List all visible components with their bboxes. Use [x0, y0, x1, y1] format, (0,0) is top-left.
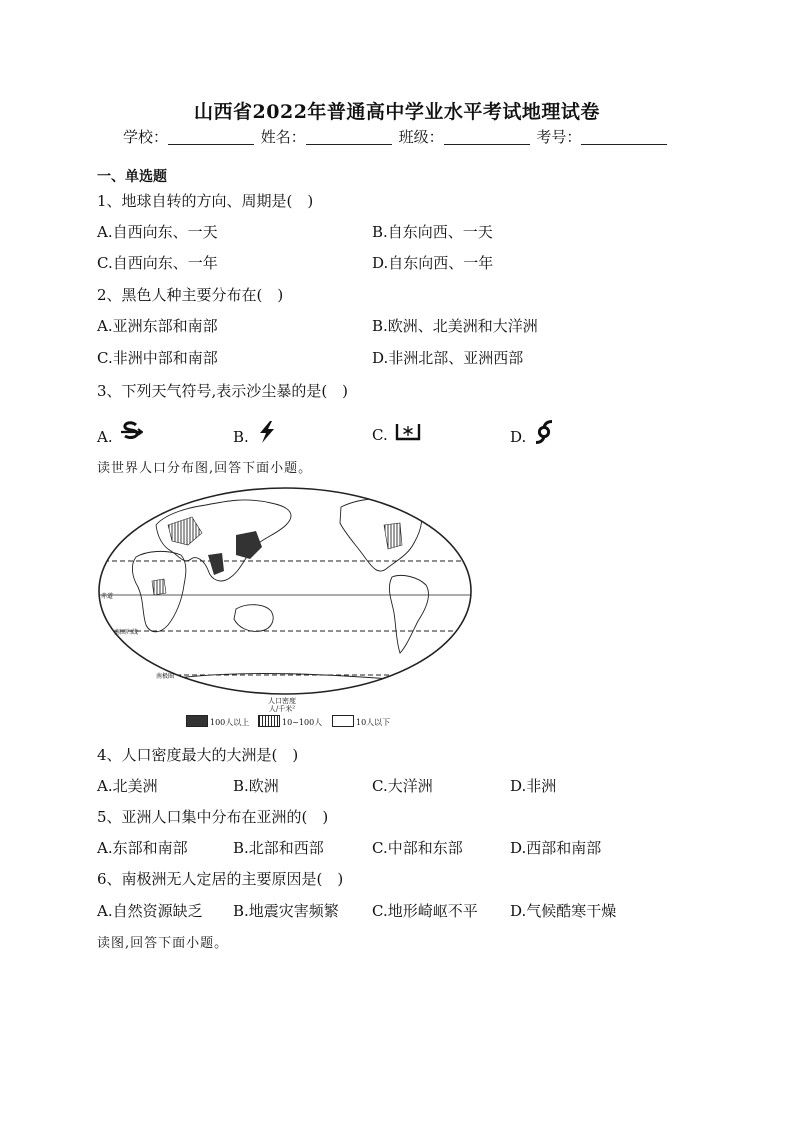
legend-label-medium: 10~100人	[282, 718, 323, 727]
q5-option-b: B.北部和西部	[233, 839, 324, 857]
tropic-label: 南回归线	[114, 630, 139, 636]
q3-option-d	[510, 420, 555, 446]
section-title: 一、单选题	[97, 169, 167, 185]
school-blank[interactable]	[168, 130, 254, 145]
q4-option-b: B.欧洲	[233, 777, 279, 795]
question-5-stem: 5、亚洲人口集中分布在亚洲的( )	[97, 808, 329, 826]
polar-label: 南极圈	[156, 674, 175, 680]
question-1-stem: 1、地球自转的方向、周期是( )	[97, 192, 314, 210]
student-info-row	[123, 126, 669, 147]
question-2-stem: 2、黑色人种主要分布在( )	[97, 286, 284, 304]
q3-option-c	[372, 420, 421, 444]
q5-option-c: C.中部和东部	[372, 839, 463, 857]
id-blank[interactable]	[581, 130, 667, 145]
legend-label-low: 10人以下	[356, 718, 391, 727]
q4-option-c: C.大洋洲	[372, 777, 433, 795]
q6-option-d: D.气候酷寒干燥	[510, 902, 617, 920]
sandstorm-symbol-icon	[119, 420, 143, 444]
class-blank[interactable]	[444, 130, 530, 145]
q5-option-a: A.东部和南部	[97, 839, 188, 857]
school-label: 学校：	[123, 128, 169, 146]
legend-item-high	[186, 715, 249, 728]
legend-item-medium	[258, 715, 322, 728]
legend-item-low	[332, 715, 390, 728]
map-intro-text: 读世界人口分布图,回答下面小题。	[97, 461, 313, 476]
next-intro-text: 读图,回答下面小题。	[97, 936, 229, 951]
typhoon-symbol-icon	[533, 420, 555, 444]
q4-option-d: D.非洲	[510, 777, 557, 795]
world-population-map	[96, 485, 474, 697]
legend-label-high: 100人以上	[210, 718, 250, 727]
id-label: 考号：	[536, 128, 582, 146]
q3-option-a	[97, 420, 143, 446]
q2-option-d: D.非洲北部、亚洲西部	[372, 349, 524, 367]
question-6-stem: 6、南极洲无人定居的主要原因是( )	[97, 870, 344, 888]
name-label: 姓名：	[260, 128, 306, 146]
q4-option-a: A.北美洲	[97, 777, 158, 795]
q2-option-b: B.欧洲、北美洲和大洋洲	[372, 317, 538, 335]
q6-option-a: A.自然资源缺乏	[97, 902, 203, 920]
q3-option-b	[233, 420, 278, 446]
name-blank[interactable]	[306, 130, 392, 145]
q6-option-b: B.地震灾害频繁	[233, 902, 339, 920]
q2-option-c: C.非洲中部和南部	[97, 349, 218, 367]
q1-option-b: B.自东向西、一天	[372, 223, 493, 241]
legend-title-line-2: 人/千米²	[268, 705, 296, 713]
q1-option-d: D.自东向西、一年	[372, 254, 494, 272]
q1-option-c: C.自西向东、一年	[97, 254, 218, 272]
legend-title-line-1: 人口密度	[268, 697, 296, 705]
question-4-stem: 4、人口密度最大的大洲是( )	[97, 746, 299, 764]
class-label: 班级：	[398, 128, 444, 146]
lightning-symbol-icon	[256, 420, 278, 444]
q3-option-d-label: D.	[510, 428, 527, 446]
q6-option-c: C.地形崎岖不平	[372, 902, 478, 920]
africa-dense-area	[152, 579, 166, 595]
legend-swatch-high	[186, 715, 208, 727]
legend-title	[268, 697, 296, 713]
legend-swatch-medium	[258, 715, 280, 727]
q3-option-a-label: A.	[97, 428, 113, 446]
legend-swatch-low	[332, 715, 354, 727]
exam-title: 山西省2022年普通高中学业水平考试地理试卷	[194, 101, 600, 123]
q3-option-c-label: C.	[372, 426, 388, 444]
q1-option-a: A.自西向东、一天	[97, 223, 218, 241]
equator-label: 赤道	[101, 594, 114, 600]
snow-symbol-icon	[395, 420, 421, 442]
q2-option-a: A.亚洲东部和南部	[97, 317, 218, 335]
q3-option-b-label: B.	[233, 428, 249, 446]
q5-option-d: D.西部和南部	[510, 839, 602, 857]
question-3-stem: 3、下列天气符号,表示沙尘暴的是( )	[97, 382, 349, 400]
map-legend	[186, 697, 406, 731]
